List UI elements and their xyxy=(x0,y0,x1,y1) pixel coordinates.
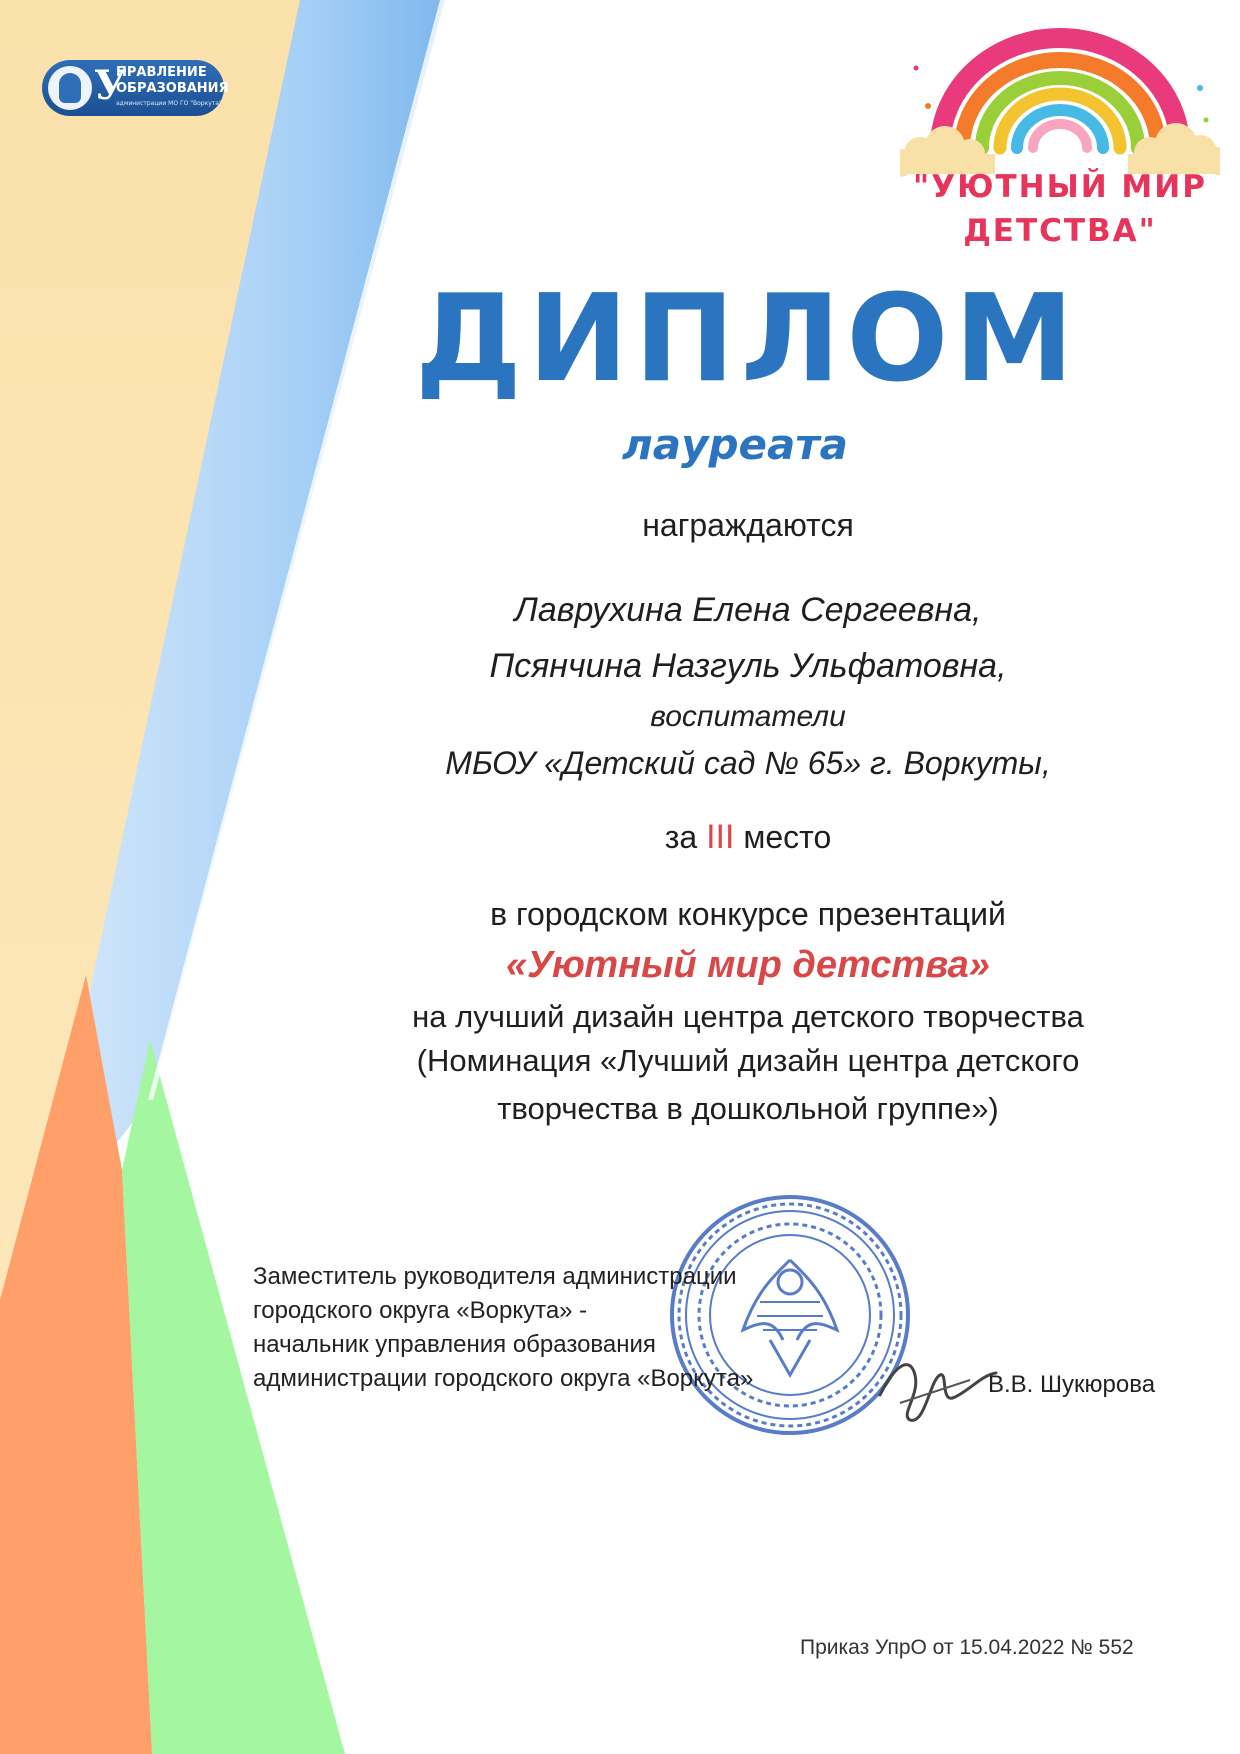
description-line: на лучший дизайн центра детского творчества xyxy=(412,999,1084,1034)
logo-initial: У xyxy=(94,62,127,109)
place-number: III xyxy=(706,818,735,856)
awarded-label: награждаются xyxy=(642,507,854,543)
award-place xyxy=(128,815,1240,859)
contest-intro: в городском конкурсе презентаций xyxy=(490,896,1006,932)
position-line: начальник управления образования xyxy=(253,1331,656,1358)
signatory-position xyxy=(253,1260,813,1396)
recipient-name: Лаврухина Елена Сергеевна, xyxy=(514,591,982,629)
education-department-logo xyxy=(42,60,229,116)
rainbow-icon xyxy=(900,28,1220,178)
panel-green-stripe xyxy=(122,1040,345,1754)
logo-line2: ОБРАЗОВАНИЯ xyxy=(116,81,229,96)
position-line: администрации городского округа «Воркута» xyxy=(253,1365,754,1392)
contest-rainbow-logo xyxy=(900,28,1220,258)
description-line: творчества в дошкольной группе») xyxy=(497,1091,999,1126)
logo-line1: ПРАВЛЕНИЕ xyxy=(116,65,207,80)
signatory-name: В.В. Шукюрова xyxy=(988,1371,1156,1398)
recipient-name: Псянчина Назгуль Ульфатовна, xyxy=(489,647,1007,685)
diploma-title: ДИПЛОМ xyxy=(415,270,1080,409)
owl-mark-icon xyxy=(59,73,81,103)
contest-name: «Уютный мир детства» xyxy=(506,944,990,986)
position-line: Заместитель руководителя администрации xyxy=(253,1263,737,1290)
handwritten-signature-icon xyxy=(870,1335,1000,1430)
place-suffix: место xyxy=(743,819,832,855)
position-line: городского округа «Воркута» - xyxy=(253,1297,588,1324)
contest-logo-title-line2: ДЕТСТВА" xyxy=(963,213,1157,249)
logo-caption: администрации МО ГО "Воркута" xyxy=(116,100,222,107)
place-prefix: за xyxy=(664,819,698,855)
diploma-subtitle: лауреата xyxy=(621,420,849,469)
contest-logo-title-line1: "УЮТНЫЙ МИР xyxy=(913,169,1207,205)
order-reference: Приказ УпрО от 15.04.2022 № 552 xyxy=(800,1636,1134,1659)
recipient-role: воспитатели xyxy=(650,700,846,733)
recipient-organization: МБОУ «Детский сад № 65» г. Воркуты, xyxy=(445,745,1051,781)
description-line: (Номинация «Лучший дизайн центра детского xyxy=(416,1043,1080,1078)
